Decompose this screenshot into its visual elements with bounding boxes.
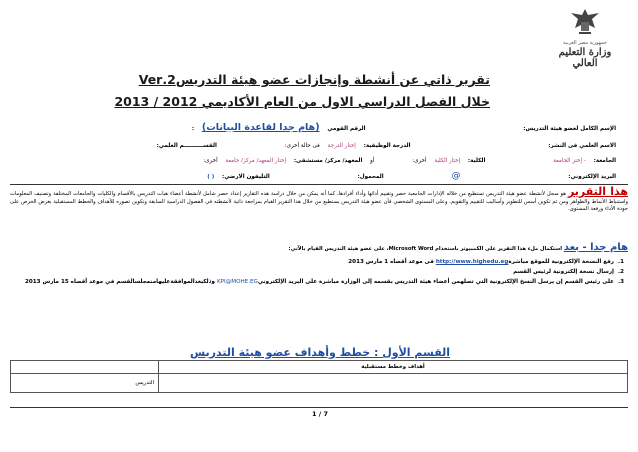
college-other-label: أخرى: — [412, 158, 427, 164]
page-number: 1 / 7 — [312, 410, 328, 418]
institute-other-label: أخرى: — [203, 158, 218, 164]
table-row — [11, 361, 628, 374]
intro-text: هو سجل لأنشطة عضو هيئة التدريس تستطيع من خلاله الإدارات الجامعية حصر وتقييم أدائها وأداء أفرادها، كما أنه يمكن من خلال دراسة هذه التقارير إعداد حصر شامل لأنشطة أعضاء هيات التدريس بالأقسام والكليات والجامعات المختلفة وتصنيف المعلومات واستنباط الأنماط والظواهر ومن ثم تكوين أسس للتطوير وأساليب للتقييم والتقويم. وعلى المستوى الشخصي فأن عضو هيئة التدريس يستطيع من خلال هذا التقرير القيام بمراجعة ذاتية لأنشطته في الفصول الدراسية السابقة وتكوين تصوره للأهداف والخطط المستقبلية بغرض الحرص على جودة الأداء ورفعة المستوى. — [10, 191, 628, 212]
email-link[interactable]: KPI@MOHE.EG — [216, 279, 258, 285]
job-grade-other-label: فى حالة أخرى: — [284, 143, 320, 149]
step-tail: فى موعد أقصاه 1 مارس 2013 — [348, 259, 436, 265]
table-blank-cell — [11, 361, 159, 374]
university-label: الجامعة: — [593, 158, 616, 164]
step-text: على رئيس القسم إن يرسل النسخ الإلكترونية التي تصلهمن أعضاء هيئة التدريس بقسمه إلى الوزارة مباشرة على البريد الإلكتروني — [257, 279, 614, 285]
upload-link[interactable]: http://www.highedu.eg — [435, 259, 509, 265]
ministry-logo — [550, 6, 620, 69]
instructions-lead: هام جدا - بعد — [563, 242, 628, 253]
plans-table — [10, 360, 628, 393]
national-id-colon: : — [191, 126, 195, 132]
college-select[interactable]: إختار الكلية — [434, 158, 461, 164]
step-tail: وذلكبعدالموافقةعليهامنمجلسالقسم في موعد أقصاه 15 مارس 2013 — [24, 279, 217, 285]
footer-divider — [10, 407, 628, 408]
university-select[interactable]: - إختر الجامعة — [553, 158, 586, 164]
landline-field[interactable]: ( ) — [207, 174, 215, 180]
email-label: البريد الإلكتروني: — [568, 174, 616, 180]
scientific-name-label: الاسم العلمي فى النشر: — [548, 143, 616, 149]
full-name-label: الإسم الكامل لعضو هيئة التدريس: — [523, 126, 616, 132]
logo-country-line: جمهورية مصر العربية — [563, 40, 607, 46]
instructions-heading — [10, 244, 628, 254]
instructions-text: استكمال ملء هذا التقرير على الكمبيوتر باستخدام Microsoft Word، على عضو هيئة التدريس القيام بالآتي: — [288, 246, 564, 252]
or-label: أو — [370, 158, 375, 164]
step-item — [84, 267, 624, 277]
step-item — [84, 257, 624, 267]
report-title: تقرير ذاتي عن أنشطة وإنجازات عضو هيئة التدريس2.Ver — [138, 72, 490, 87]
step-number: 2. — [617, 269, 624, 275]
step-text: رفع النسخة الإلكترونية للموقع مباشرة — [508, 259, 614, 265]
section-divider — [10, 184, 628, 185]
job-grade-label: الدرجة الوظيفية: — [363, 143, 411, 149]
step-text: إرسال نسخة إلكترونية لرئيس القسم — [513, 269, 614, 275]
eagle-emblem-icon — [568, 6, 602, 36]
job-grade-select[interactable]: إختار الدرجة — [327, 143, 356, 149]
national-id-note: (هام جدا لقاعدة البيانات) — [201, 122, 320, 133]
table-row — [11, 374, 628, 393]
mobile-label: المحمول: — [357, 174, 384, 180]
report-subtitle: خلال الفصل الدراسي الاول من العام الأكاديمي 2012 / 2013 — [114, 94, 490, 109]
national-id-label: الرقم القومي — [327, 126, 366, 132]
table-header-plans: أهداف وخطط مستقبلية — [159, 361, 628, 374]
college-label: الكلية: — [467, 158, 486, 164]
logo-ministry-line: وزارة التعليم العالي — [558, 47, 612, 69]
section-one-title: القسم الأول : خطط وأهداف عضو هيئة التدريس — [189, 346, 451, 359]
intro-paragraph — [10, 185, 628, 214]
field-row-contact — [26, 172, 616, 181]
instructions-steps — [24, 257, 624, 287]
field-row-university — [26, 157, 616, 165]
intro-lead: هذا التقرير — [567, 185, 628, 198]
email-at-sign[interactable]: @ — [451, 171, 461, 181]
step-number: 3. — [617, 279, 624, 285]
field-row-grade — [26, 142, 616, 150]
table-row-label-teaching: التدريس — [11, 374, 159, 393]
step-number: 1. — [617, 259, 624, 265]
landline-label: التليفون الارضي: — [222, 174, 270, 180]
department-label: القســــــــــم العلمي: — [156, 143, 217, 149]
table-cell-input[interactable] — [159, 374, 628, 393]
institute-label: المعهد/ مركز/ مستشفى: — [293, 158, 363, 164]
institute-select[interactable]: إختار المعهد/ مركز/ جامعة — [225, 158, 287, 164]
field-row-name — [26, 124, 616, 133]
step-item — [24, 277, 624, 287]
